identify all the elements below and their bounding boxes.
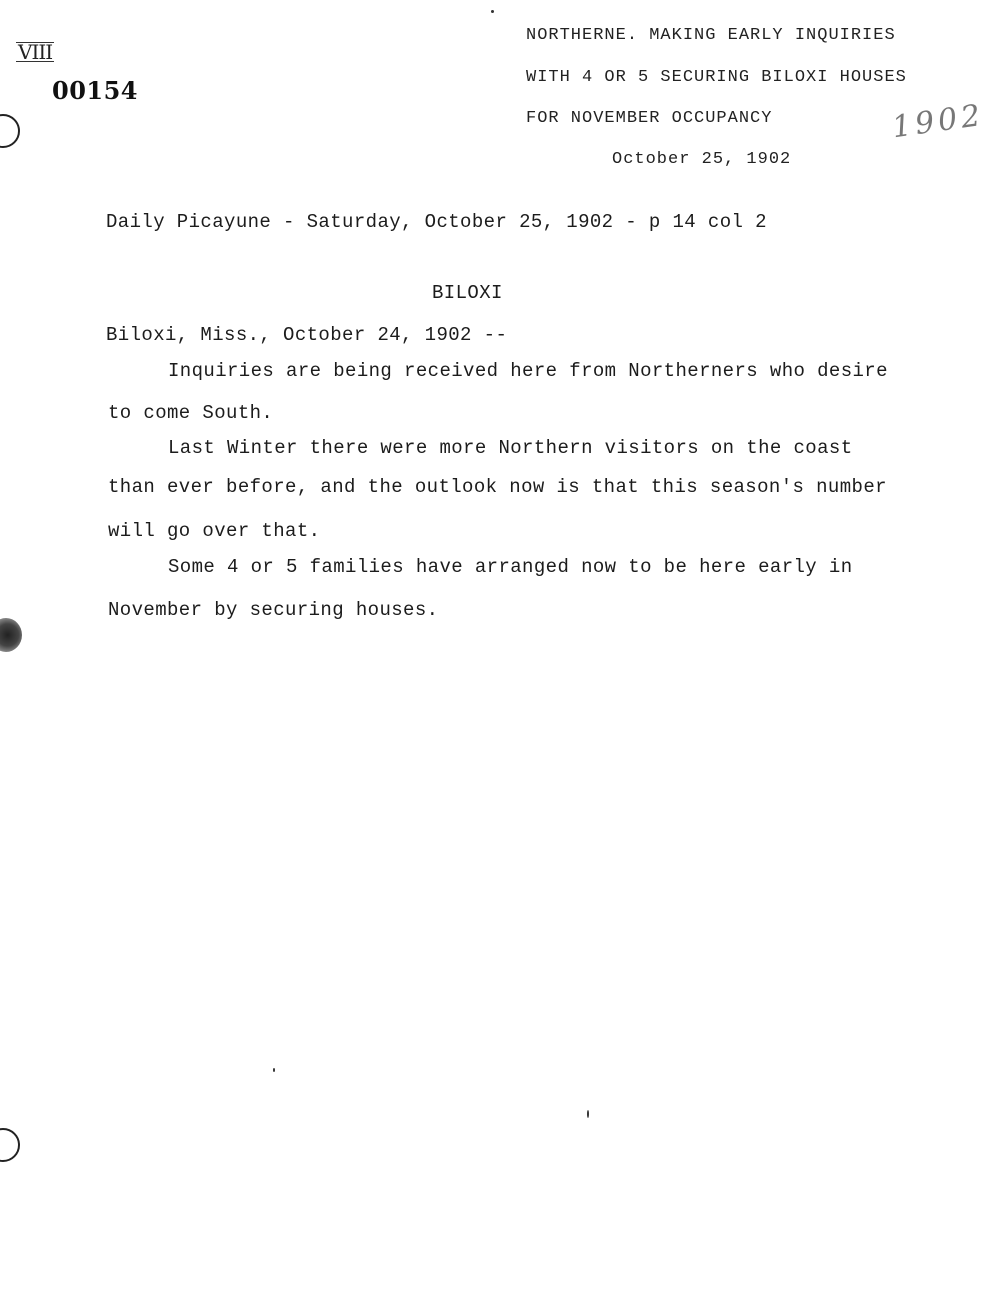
archive-number: 00154 [52,76,138,105]
paragraph-2-line-3: will go over that. [108,520,321,542]
paragraph-3-line-2: November by securing houses. [108,599,439,621]
headline-line-3: FOR NOVEMBER OCCUPANCY [526,109,773,128]
headline-line-1: NORTHERNE. MAKING EARLY INQUIRIES [526,26,896,45]
punch-hole-top [0,114,20,148]
paragraph-1-line-2: to come South. [108,402,274,424]
headline-line-2: WITH 4 OR 5 SECURING BILOXI HOUSES [526,68,907,87]
source-citation: Daily Picayune - Saturday, October 25, 1902 - p 14 col 2 [106,211,767,233]
paragraph-2-line-2: than ever before, and the outlook now is that this season's number [108,476,887,498]
speck [587,1110,589,1118]
article-heading: BILOXI [432,282,503,304]
paragraph-3-line-1: Some 4 or 5 families have arranged now to be here early in [168,556,853,578]
headline-date: October 25, 1902 [612,150,792,169]
speck [491,10,494,13]
paragraph-1-line-1: Inquiries are being received here from Northerners who desire [168,360,888,382]
handwritten-year: 1902 [890,97,987,146]
paragraph-2-line-1: Last Winter there were more Northern visitors on the coast [168,437,853,459]
speck [273,1068,275,1072]
punch-hole-middle [0,618,22,652]
archive-roman-stamp: VIII [18,40,53,64]
punch-hole-bottom [0,1128,20,1162]
article-dateline: Biloxi, Miss., October 24, 1902 -- [106,324,508,346]
